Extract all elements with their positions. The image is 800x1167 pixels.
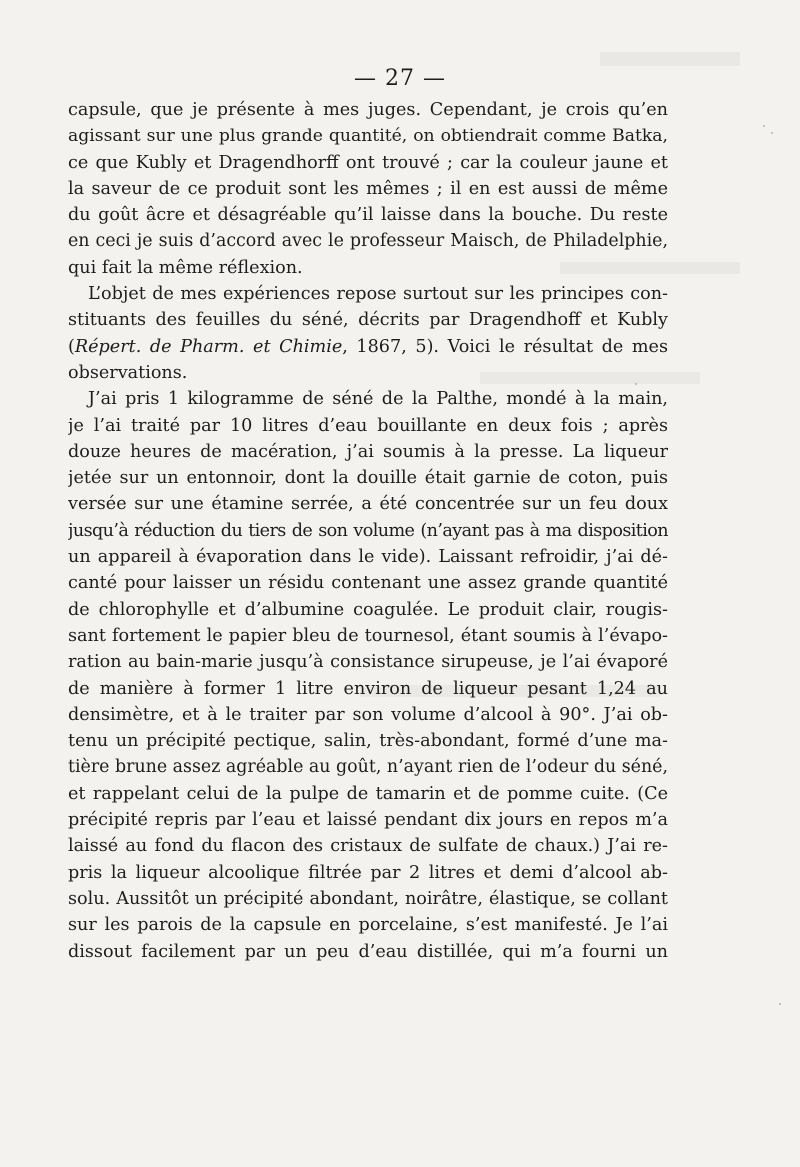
text-line: tenu un précipité pectique, salin, très-abondant, formé d’une ma- [68, 731, 668, 752]
text-line: canté pour laisser un résidu contenant une assez grande quantité [68, 573, 668, 594]
text-line: précipité repris par l’eau et laissé pendant dix jours en repos m’a [68, 810, 668, 831]
text-line: et rappelant celui de la pulpe de tamarin et de pomme cuite. (Ce [68, 783, 668, 804]
text-line: sur les parois de la capsule en porcelaine, s’est manifesté. Je l’ai [68, 915, 668, 936]
text-line: J’ai pris 1 kilogramme de séné de la Palthe, mondé à la main, [88, 389, 668, 410]
text-line: un appareil à évaporation dans le vide). Laissant refroidir, j’ai dé- [68, 547, 668, 568]
text-line: douze heures de macération, j’ai soumis à la presse. La liqueur [68, 441, 668, 462]
text-line: qui fait la même réflexion. [68, 257, 303, 278]
text-line: la saveur de ce produit sont les mêmes ; il en est aussi de même [68, 178, 668, 199]
text-line: jusqu’à réduction du tiers de son volume (n’ayant pas à ma disposition [68, 520, 668, 541]
paper-speck [771, 132, 773, 134]
text-line: agissant sur une plus grande quantité, on obtiendrait comme Batka, [68, 126, 668, 147]
paper-speck [763, 125, 765, 127]
paper-speck [779, 1003, 781, 1005]
text-line: je l’ai traité par 10 litres d’eau bouillante en deux fois ; après [68, 415, 668, 436]
text-line: L’objet de mes expériences repose surtout sur les principes con- [88, 284, 668, 305]
text-line: de chlorophylle et d’albumine coagulée. Le produit clair, rougis- [68, 599, 668, 620]
text-line: ce que Kubly et Dragendhorff ont trouvé ; car la couleur jaune et [68, 152, 668, 173]
text-line: observations. [68, 362, 188, 383]
text-line: pris la liqueur alcoolique filtrée par 2 litres et demi d’alcool ab- [68, 862, 668, 883]
text-line: dissout facilement par un peu d’eau distillée, qui m’a fourni un [68, 941, 668, 962]
text-line: solu. Aussitôt un précipité abondant, noirâtre, élastique, se collant [68, 888, 668, 909]
text-line: tière brune assez agréable au goût, n’ayant rien de l’odeur du séné, [68, 757, 668, 778]
text-line: en ceci je suis d’accord avec le professeur Maisch, de Philadelphie, [68, 231, 668, 252]
body-text [68, 97, 668, 965]
text-line: versée sur une étamine serrée, a été concentrée sur un feu doux [68, 494, 668, 515]
text-line: stituants des feuilles du séné, décrits par Dragendhoff et Kubly [68, 310, 668, 331]
text-line: densimètre, et à le traiter par son volume d’alcool à 90°. J’ai ob- [68, 704, 668, 725]
citation-title: Répert. de Pharm. et Chimie [74, 336, 343, 357]
text-line: jetée sur un entonnoir, dont la douille était garnie de coton, puis [68, 468, 668, 489]
text-line: sant fortement le papier bleu de tournesol, étant soumis à l’évapo- [68, 625, 668, 646]
text-line: capsule, que je présente à mes juges. Cependant, je crois qu’en [68, 100, 668, 120]
text-line-citation: (Répert. de Pharm. et Chimie, 1867, 5). Voici le résultat de mes [68, 336, 668, 357]
page-number: — 27 — [354, 66, 446, 91]
text-line: ration au bain-marie jusqu’à consistance sirupeuse, je l’ai évaporé [68, 652, 668, 673]
text-line: du goût âcre et désagréable qu’il laisse dans la bouche. Du reste [68, 205, 668, 226]
text-line: de manière à former 1 litre environ de liqueur pesant 1,24 au [68, 678, 668, 699]
text-line: laissé au fond du flacon des cristaux de sulfate de chaux.) J’ai re- [68, 836, 668, 857]
